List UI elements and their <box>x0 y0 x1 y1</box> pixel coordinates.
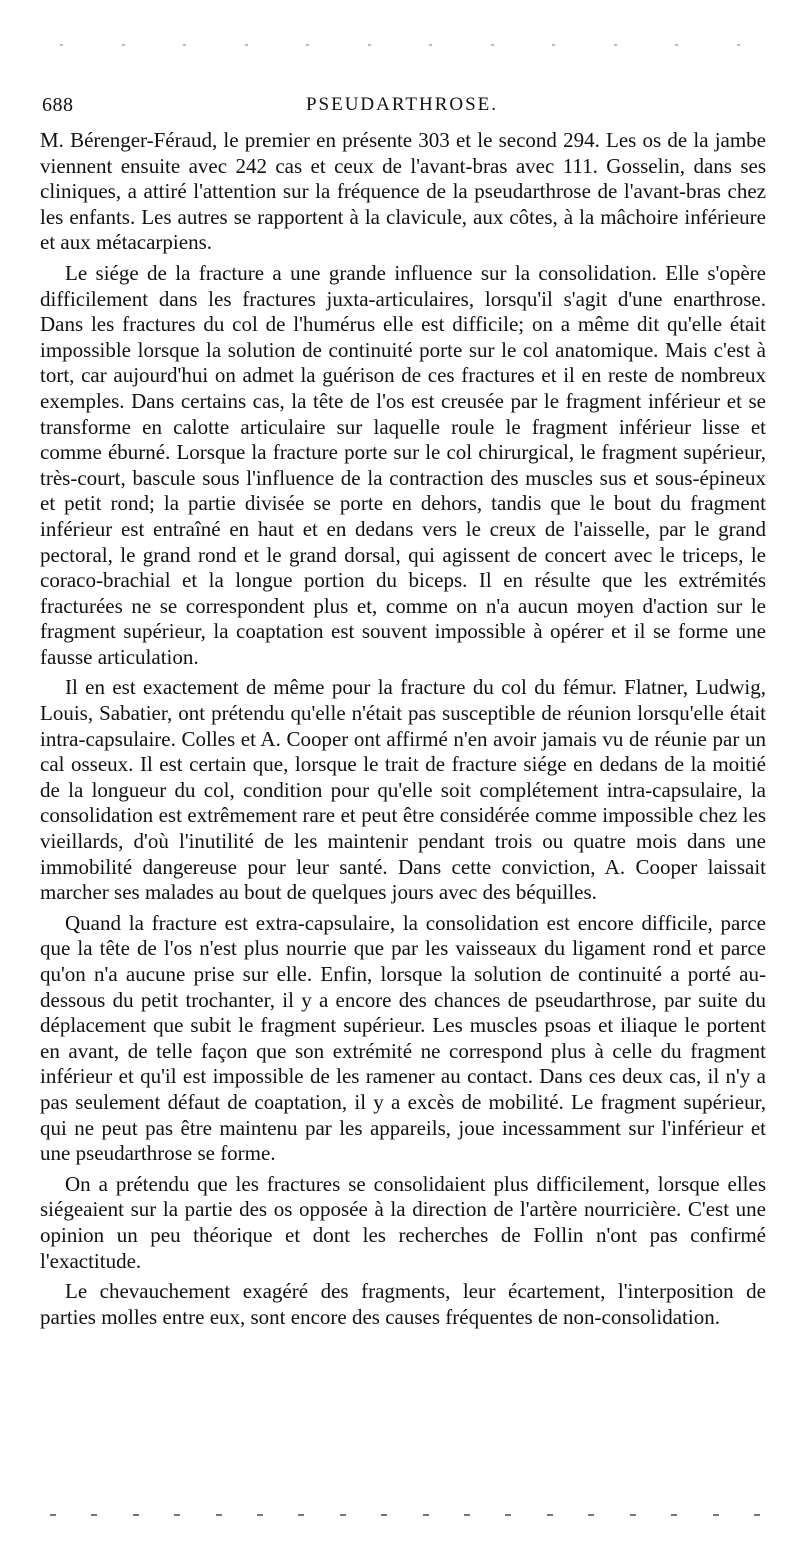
scan-noise-bottom <box>50 1514 760 1520</box>
running-title: PSEUDARTHROSE. <box>305 94 499 115</box>
paragraph-6: Le chevauchement exagéré des fragments, leur écartement, l'interposition de parties molles entre eux, sont encore des causes fréquentes de non-consolidation. <box>40 1279 766 1329</box>
paragraph-3: Il en est exactement de même pour la fracture du col du fémur. Flatner, Ludwig, Louis, Sabatier, ont prétendu qu'elle n'était pas susceptible de réunion lorsqu'elle était intra-capsulaire. Colles et A. Cooper ont affirmé n'en avoir jamais vu de réunie par un cal osseux. Il est certain que, lorsque le trait de fracture siége en dedans de la moitié de la longueur du col, condition pour qu'elle soit complétement intra-capsulaire, la consolidation est extrêmement rare et peut être considérée comme impossible chez les vieillards, d'où l'inutilité de les maintenir pendant trois ou quatre mois dans une immobilité dangereuse pour leur santé. Dans cette conviction, A. Cooper laissait marcher ses malades au bout de quelques jours avec des béquilles. <box>40 675 766 905</box>
paragraph-4: Quand la fracture est extra-capsulaire, la consolidation est encore difficile, parce que la tête de l'os n'est plus nourrie que par les vaisseaux du ligament rond et parce qu'on n'a aucune prise sur elle. Enfin, lorsque la solution de continuité a porté au-dessous du petit trochanter, il y a encore des chances de pseudarthrose, par suite du déplacement que subit le fragment supérieur. Les muscles psoas et iliaque le portent en avant, de telle façon que son extrémité ne correspond plus à celle du fragment inférieur et qu'il est impossible de les ramener au contact. Dans ces deux cas, il n'y a pas seulement défaut de coaptation, il y a excès de mobilité. Le fragment supérieur, qui ne peut pas être maintenu par les appareils, joue incessamment sur l'inférieur et une pseudarthrose se forme. <box>40 910 766 1166</box>
body-text <box>40 128 766 1335</box>
page-header <box>36 94 768 124</box>
scan-noise-top <box>60 44 740 50</box>
page-number: 688 <box>42 94 74 116</box>
paragraph-2: Le siége de la fracture a une grande influence sur la consolidation. Elle s'opère difficilement dans les fractures juxta-articulaires, lorsqu'il s'agit d'une enarthrose. Dans les fractures du col de l'humérus elle est difficile; on a même dit qu'elle était impossible lorsque la solution de continuité porte sur le col anatomique. Mais c'est à tort, car aujourd'hui on admet la guérison de ces fractures et il en reste de nombreux exemples. Dans certains cas, la tête de l'os est creusée par le fragment inférieur et se transforme en calotte articulaire sur laquelle roule le fragment inférieur lisse et comme éburné. Lorsque la fracture porte sur le col chirurgical, le fragment supérieur, très-court, bascule sous l'influence de la contraction des muscles sus et sous-épineux et petit rond; la partie divisée se porte en dehors, tandis que le bout du fragment inférieur est entraîné en haut et en dedans vers le creux de l'aisselle, par le grand pectoral, le grand rond et le grand dorsal, qui agissent de concert avec le triceps, le coraco-brachial et la longue portion du biceps. Il en résulte que les extrémités fracturées ne se correspondent plus et, comme on n'a aucun moyen d'action sur le fragment supérieur, la coaptation est souvent impossible à opérer et il se forme une fausse articulation. <box>40 260 766 669</box>
paragraph-1: M. Bérenger-Féraud, le premier en présente 303 et le second 294. Les os de la jambe viennent ensuite avec 242 cas et ceux de l'avant-bras avec 111. Gosselin, dans ses cliniques, a attiré l'attention sur la fréquence de la pseudarthrose de l'avant-bras chez les enfants. Les autres se rapportent à la clavicule, aux côtes, à la mâchoire inférieure et aux métacarpiens. <box>40 128 766 255</box>
paragraph-5: On a prétendu que les fractures se consolidaient plus difficilement, lorsque elles siégeaient sur la partie des os opposée à la direction de l'artère nourricière. C'est une opinion un peu théorique et dont les recherches de Follin n'ont pas confirmé l'exactitude. <box>40 1171 766 1273</box>
